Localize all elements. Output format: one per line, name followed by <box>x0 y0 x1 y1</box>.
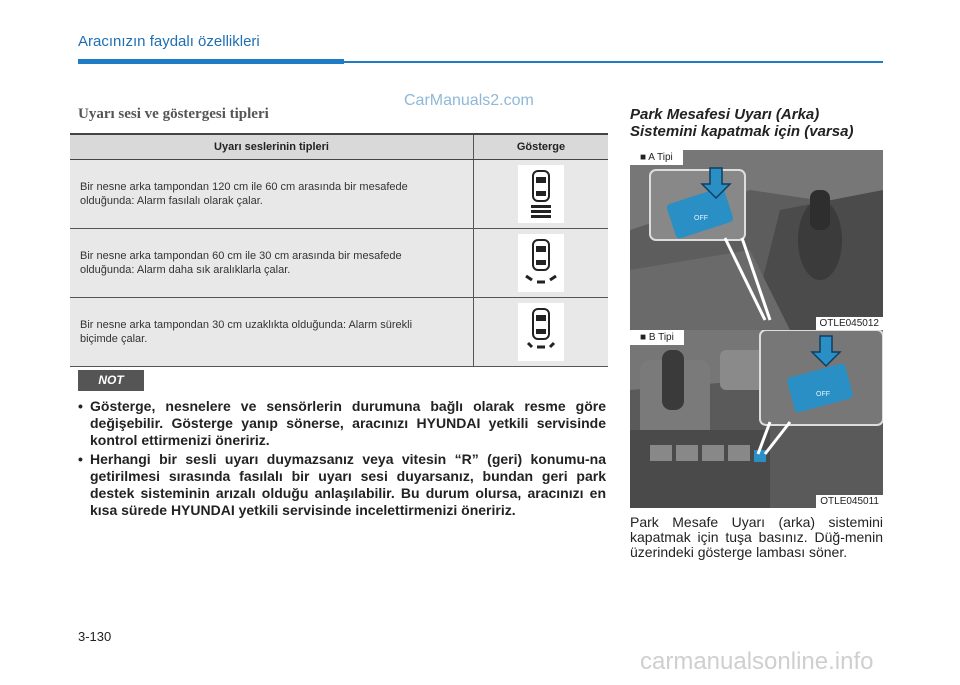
table-cell-description <box>70 160 474 229</box>
table-cell-description <box>70 298 474 367</box>
row-text-line1: Bir nesne arka tampondan 60 cm ile 30 cm arasında bir mesafede <box>80 250 402 262</box>
photo-type-a <box>630 150 883 330</box>
table-row <box>70 229 608 298</box>
section-header-title: Aracınızın faydalı özellikleri <box>78 33 260 50</box>
header-rule-thin <box>344 61 883 63</box>
row-text-line2: biçimde çalar. <box>80 333 148 345</box>
notes-list <box>78 398 606 521</box>
list-item: • Gösterge, nesnelere ve sensörlerin durumuna bağlı olarak resme göre değişebilir. Gösterge yanıp sönerse, aracınızı HYUNDAI yetkili servisinde kontrol ettirmenizi öneririz. <box>78 398 606 449</box>
list-item: • Herhangi bir sesli uyarı duymazsanız veya vitesin “R” (geri) konumu-na getirilmesi sırasında fasılalı bir uyarı sesi duyarsanız, bundan geri park destek sisteminin arızalı olduğu anlaşılabilir. Bu durum olursa, aracınızı en kısa sürede HYUNDAI yetkili servisinde incelettirmenizi öneririz. <box>78 451 606 519</box>
table-header-types: Uyarı seslerinin tipleri <box>70 134 474 160</box>
header-rule-thick <box>78 59 344 64</box>
type-a-label: ■ A Tipi <box>630 150 683 165</box>
photo-a-button-text: OFF <box>694 215 708 222</box>
row-text-line1: Bir nesne arka tampondan 120 cm ile 60 cm arasında bir mesafede <box>80 181 408 193</box>
watermark-top: CarManuals2.com <box>404 92 534 109</box>
table-cell-indicator <box>474 298 609 367</box>
warning-types-table <box>70 133 608 367</box>
car-sensor-near-icon <box>518 303 564 361</box>
table-header-row <box>70 134 608 160</box>
type-b-label: ■ B Tipi <box>630 330 684 345</box>
table-cell-indicator <box>474 229 609 298</box>
row-text-line1: Bir nesne arka tampondan 30 cm uzaklıkta olduğunda: Alarm sürekli <box>80 319 413 331</box>
photo-b-code: OTLE045011 <box>816 495 883 508</box>
watermark-bottom: carmanualsonline.info <box>640 648 874 675</box>
photo-b-illustration <box>630 330 883 508</box>
right-title-line1: Park Mesafesi Uyarı (Arka) <box>630 106 820 123</box>
photo-a-illustration <box>630 150 883 330</box>
table-cell-indicator <box>474 160 609 229</box>
photo-b-button-text: OFF <box>816 391 830 398</box>
table-cell-description <box>70 229 474 298</box>
page-number: 3-130 <box>78 629 112 644</box>
row-text-line2: olduğunda: Alarm daha sık aralıklarla çalar. <box>80 264 291 276</box>
right-title-line2: Sistemini kapatmak için (varsa) <box>630 123 854 140</box>
note-badge: NOT <box>78 370 144 391</box>
car-sensor-mid-icon <box>518 234 564 292</box>
table-header-indicator: Gösterge <box>474 134 609 160</box>
table-row <box>70 298 608 367</box>
row-text-line2: olduğunda: Alarm fasılalı olarak çalar. <box>80 195 263 207</box>
right-section-title <box>630 106 890 140</box>
photo-type-b <box>630 330 883 508</box>
right-body-text: Park Mesafe Uyarı (arka) sistemini kapatmak için tuşa basınız. Düğ-menin üzerindeki gösterge lambası söner. <box>630 514 883 560</box>
car-sensor-far-icon <box>518 165 564 223</box>
photo-a-code: OTLE045012 <box>816 317 884 330</box>
table-row <box>70 160 608 229</box>
page-title: Uyarı sesi ve göstergesi tipleri <box>78 106 269 122</box>
